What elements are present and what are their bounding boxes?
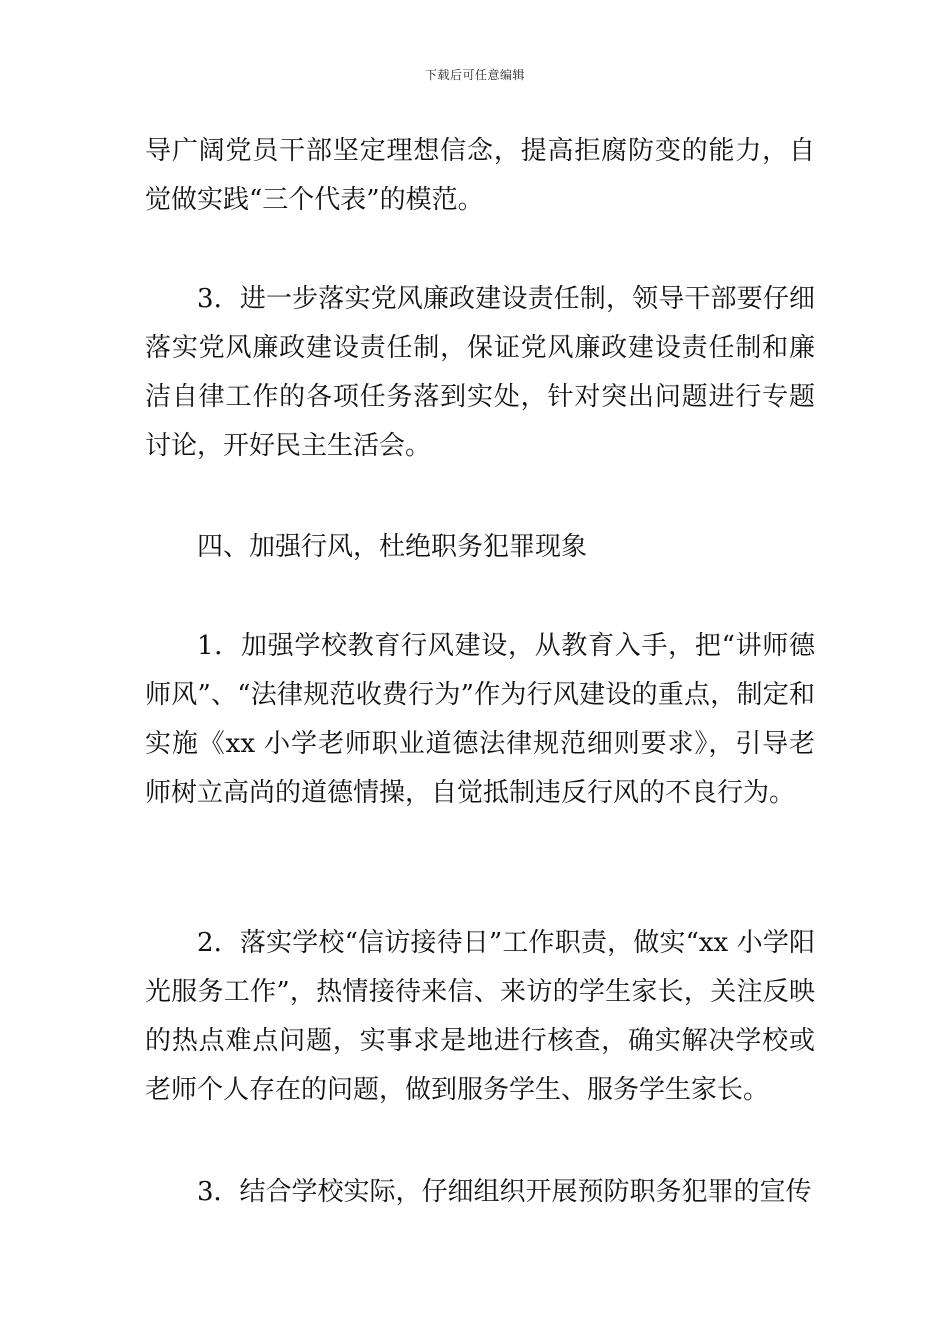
paragraph-2-petition: 2．落实学校“信访接待日”工作职责，做实“xx 小学阳光服务工作”，热情接待来信、来访的学生家长，关注反映的热点难点问题，实事求是地进行核查，确实解决学校或老师个人存在的问题，做到服务学生、服务学生家长。 <box>145 928 815 1105</box>
document-body-section <box>145 275 815 471</box>
document-body <box>145 127 815 225</box>
document-body-conduct <box>145 622 815 818</box>
document-section-heading-block <box>145 523 815 572</box>
paragraph-1-conduct: 1．加强学校教育行风建设，从教育入手，把“讲师德师风”、“法律规范收费行为”作为行风建设的重点，制定和实施《xx 小学老师职业道德法律规范细则要求》，引导老师树立高尚的道德情操，自觉抵制违反行风的不良行为。 <box>145 631 815 808</box>
section-heading: 四、加强行风，杜绝职务犯罪现象 <box>197 532 588 562</box>
header-note: 下载后可任意编辑 <box>424 68 525 82</box>
paragraph-3-responsibility: 3．进一步落实党风廉政建设责任制，领导干部要仔细落实党风廉政建设责任制，保证党风廉政建设责任制和廉洁自律工作的各项任务落到实处，针对突出问题进行专题讨论，开好民主生活会。 <box>145 284 815 461</box>
paragraph-3-prevention: 3．结合学校实际，仔细组织开展预防职务犯罪的宣传 <box>197 1177 812 1207</box>
paragraph-continuation: 导广阔党员干部坚定理想信念，提高拒腐防变的能力，自觉做实践“三个代表”的模范。 <box>145 136 815 215</box>
document-body-prevention <box>145 1168 815 1217</box>
document-body-petition <box>145 919 815 1115</box>
